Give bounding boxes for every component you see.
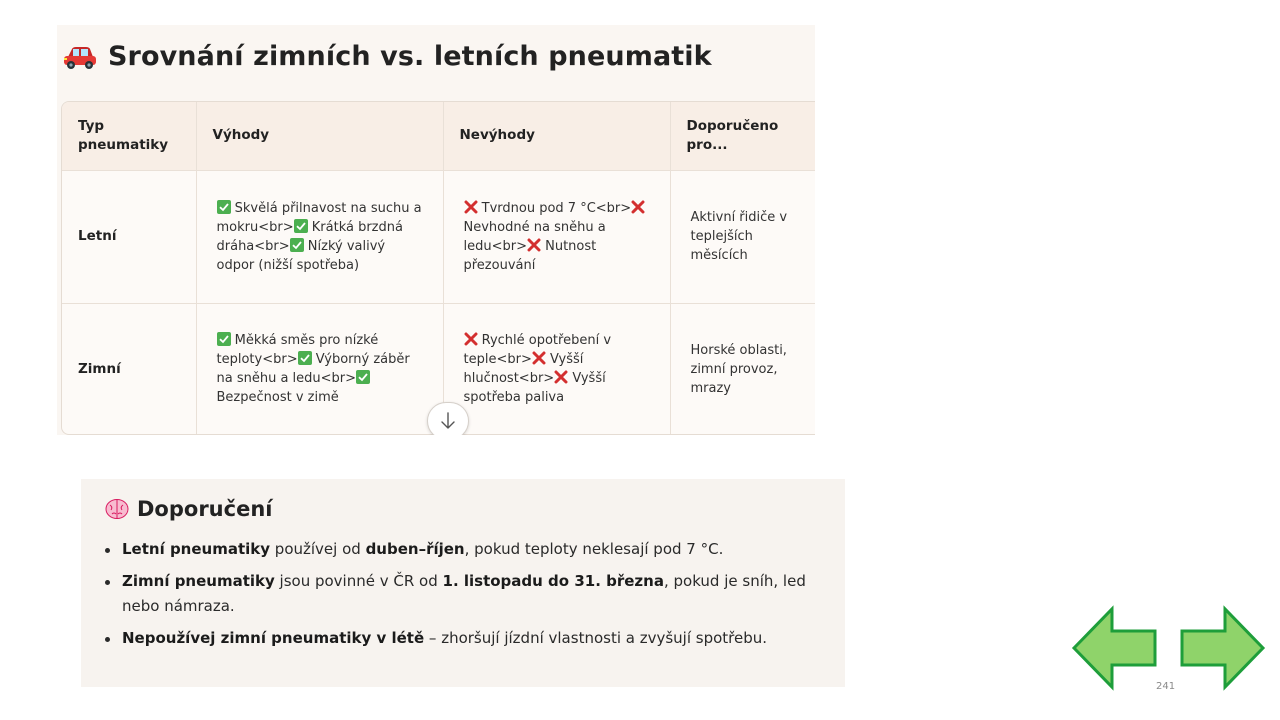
- item-text: jsou povinné v ČR od: [274, 572, 443, 590]
- item-text: – zhoršují jízdní vlastnosti a zvyšují spotřebu.: [424, 629, 768, 647]
- cell-cons: Rychlé opotřebení v teple<br> Vyšší hlučnost<br> Vyšší spotřeba paliva: [443, 303, 670, 435]
- page-title: Srovnání zimních vs. letních pneumatik: [108, 41, 712, 72]
- cell-type: Zimní: [62, 303, 196, 435]
- column-header-type: Typ pneumatiky: [62, 102, 196, 170]
- list-item: [105, 537, 825, 562]
- cross-icon: [532, 351, 546, 365]
- item-bold-text: Letní pneumatiky: [122, 540, 271, 558]
- recommendations-list: [105, 537, 845, 651]
- cell-cons: Tvrdnou pod 7 °C<br> Nevhodné na sněhu a ledu<br> Nutnost přezouvání: [443, 170, 670, 303]
- cell-recommended: Aktivní řidiče v teplejších měsících: [670, 170, 815, 303]
- item-text: , pokud teploty neklesají pod 7 °C.: [464, 540, 724, 558]
- column-header-pros: Výhody: [196, 102, 443, 170]
- cross-icon: [464, 200, 478, 214]
- next-slide-button[interactable]: [1178, 604, 1266, 692]
- title-row: [62, 41, 712, 72]
- check-icon: [217, 200, 231, 214]
- cell-pros: Měkká směs pro nízké teploty<br> Výborný záběr na sněhu a ledu<br> Bezpečnost v zimě: [196, 303, 443, 435]
- arrow-down-icon: [440, 412, 456, 430]
- cross-icon: [554, 370, 568, 384]
- cross-icon: [464, 332, 478, 346]
- scroll-down-button[interactable]: [427, 402, 469, 435]
- check-icon: [290, 238, 304, 252]
- cross-icon: [631, 200, 645, 214]
- item-text: používej od: [270, 540, 366, 558]
- previous-slide-button[interactable]: [1071, 604, 1159, 692]
- recommendations-title-row: [105, 497, 845, 521]
- item-text: , pokud je sníh, led nebo námraza.: [122, 572, 806, 615]
- item-bold-text: 1. listopadu do 31. března: [442, 572, 664, 590]
- item-bold-text: duben–říjen: [365, 540, 465, 558]
- brain-icon: [105, 497, 129, 521]
- item-bold-text: Zimní pneumatiky: [122, 572, 275, 590]
- cross-icon: [527, 238, 541, 252]
- table-header-row: [62, 102, 815, 170]
- cell-type: Letní: [62, 170, 196, 303]
- list-item: [105, 569, 825, 619]
- recommendations-section: [81, 479, 845, 687]
- check-icon: [294, 219, 308, 233]
- recommendations-title: Doporučení: [137, 497, 273, 521]
- column-header-recommended: Doporučeno pro...: [670, 102, 815, 170]
- arrow-left-icon: [1074, 609, 1155, 687]
- car-icon: [62, 43, 98, 71]
- check-icon: [356, 370, 370, 384]
- comparison-section: [57, 25, 815, 435]
- column-header-cons: Nevýhody: [443, 102, 670, 170]
- check-icon: [298, 351, 312, 365]
- check-icon: [217, 332, 231, 346]
- cell-pros: Skvělá přilnavost na suchu a mokru<br> Krátká brzdná dráha<br> Nízký valivý odpor (nižší spotřeba): [196, 170, 443, 303]
- table-row: [62, 170, 815, 303]
- page-number: 241: [1156, 681, 1176, 692]
- cell-recommended: Horské oblasti, zimní provoz, mrazy: [670, 303, 815, 435]
- item-bold-text: Nepoužívej zimní pneumatiky v létě: [122, 629, 425, 647]
- list-item: [105, 626, 825, 651]
- comparison-table: [61, 101, 815, 435]
- arrow-right-icon: [1182, 609, 1263, 687]
